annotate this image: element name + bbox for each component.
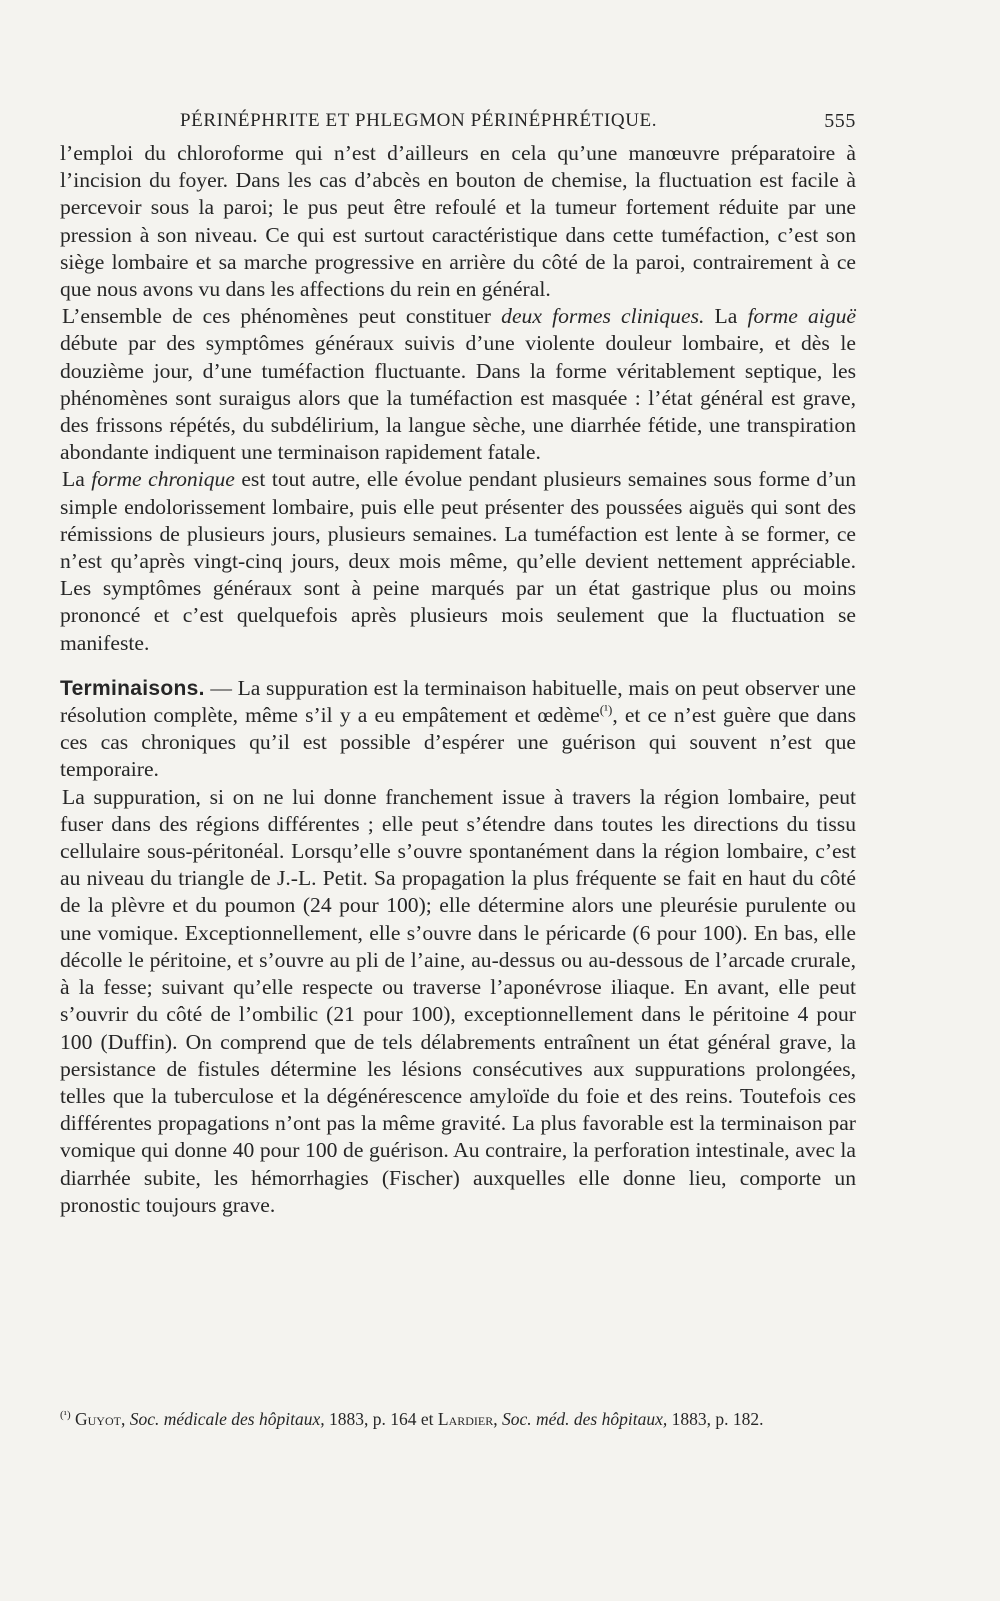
section-terminaisons (60, 675, 856, 784)
footnote-text-end: 1883, p. 182. (667, 1409, 764, 1429)
paragraph-3-text-a: La (62, 467, 92, 492)
emphasis-forme-aigue: forme aiguë (747, 304, 856, 329)
body-text (60, 140, 856, 1219)
footnote-author-2: Lardier, (437, 1409, 498, 1429)
footnote-text-mid: 1883, p. 164 et (324, 1409, 438, 1429)
running-title: PÉRINÉPHRITE ET PHLEGMON PÉRINÉPHRÉTIQUE. (180, 110, 658, 131)
paragraph-3-text-b: est tout autre, elle évolue pendant plusieurs semaines sous forme d’un simple endolorissement lombaire, puis elle peut présenter des poussées aiguës qui sont des rémissions de plusieurs jours, plusieurs semaines. La tuméfaction est lente à se former, ce n’est qu’après vingt-cinq jours, deux mois même, qu’elle devient nettement appréciable. Les symptômes généraux sont à peine marqués par un état gastrique plus ou moins prononcé et c’est quelquefois après plusieurs mois seulement que la fluctuation se manifeste. (60, 467, 856, 655)
paragraph-1: l’emploi du chloroforme qui n’est d’ailleurs en cela qu’une manœuvre préparatoire à l’incision du foyer. Dans les cas d’abcès en bouton de chemise, la fluctuation est facile à percevoir sous la paroi; le pus peut être refoulé et la tumeur fortement réduite par une pression à son niveau. Ce qui est surtout caractéristique dans cette tuméfaction, c’est son siège lombaire et sa marche progressive en arrière du côté de la paroi, contrairement à ce que nous avons vu dans les affections du rein en général. (60, 141, 856, 302)
section-text-a: — La suppuration est la terminaison habituelle, mais on peut observer une résolution complète, même s’il y a eu empâtement et œdème (60, 675, 856, 728)
paragraph-2-text-a: L’ensemble de ces phénomènes peut constituer (62, 304, 502, 329)
footnote-reference: (¹) (599, 701, 613, 717)
paragraph-5: La suppuration, si on ne lui donne franchement issue à travers la région lombaire, peut fuser dans des régions différentes ; elle peut s’étendre dans toutes les directions du tissu cellulaire sous-péritonéal. Lorsqu’elle s’ouvre spontanément dans la région lombaire, c’est au niveau du triangle de J.-L. Petit. Sa propagation la plus fréquente se fait en haut du côté de la plèvre et du poumon (24 pour 100); elle détermine alors une pleurésie purulente ou une vomique. Exceptionnellement, elle s’ouvre dans le péricarde (6 pour 100). En bas, elle décolle le péritoine, et s’ouvre au pli de l’aine, au-dessus ou au-dessous de l’arcade crurale, à la fesse; suivant qu’elle respecte ou traverse l’aponévrose iliaque. En avant, elle peut s’ouvrir du côté de l’ombilic (21 pour 100), exceptionnellement dans le péritoine 4 pour 100 (Duffin). On comprend que de tels délabrements entraînent un état général grave, la persistance de fistules détermine les lésions consécutives aux suppurations prolongées, telles que la tuberculose et la dégénérescence amyloïde du foie et des reins. Toutefois ces différentes propagations n’ont pas la même gravité. La plus favorable est la terminaison par vomique qui donne 40 pour 100 de guérison. Au contraire, la perforation intestinale, avec la diarrhée subite, les hémorrhagies (Fischer) auxquelles elle donne lieu, comporte un pronostic toujours grave. (60, 784, 856, 1217)
emphasis-forme-chronique: forme chronique (91, 467, 235, 492)
footnote-journal-1: Soc. médicale des hôpitaux, (129, 1409, 325, 1429)
section-title: Terminaisons. (60, 676, 205, 700)
footnote-mark: (¹) (60, 1409, 71, 1422)
paragraph-3 (60, 466, 856, 656)
emphasis-deux-formes: deux formes cliniques. (501, 304, 705, 329)
paragraph-2-text-c: débute par des symptômes généraux suivis d’une violente douleur lombaire, et dès le douzième jour, d’une tuméfaction fluctuante. Dans la forme véritablement septique, les phénomènes sont suraigus alors que la tuméfaction est masquée : l’état général est grave, des frissons répétés, du subdélirium, la langue sèche, une diarrhée fétide, une transpiration abondante indiquent une terminaison rapidement fatale. (60, 331, 856, 465)
running-header (60, 106, 856, 136)
paragraph-2 (60, 303, 856, 466)
page-number: 555 (824, 110, 856, 132)
footnote (60, 1409, 856, 1430)
section-text-b: , et ce n’est guère que dans ces cas chroniques qu’il est possible d’espérer une guérison qui souvent n’est que temporaire. (60, 703, 856, 782)
footnote-author-1: Guyot, (75, 1409, 126, 1429)
footnote-journal-2: Soc. méd. des hôpitaux, (501, 1409, 668, 1429)
paragraph-2-text-b: La (704, 304, 748, 329)
